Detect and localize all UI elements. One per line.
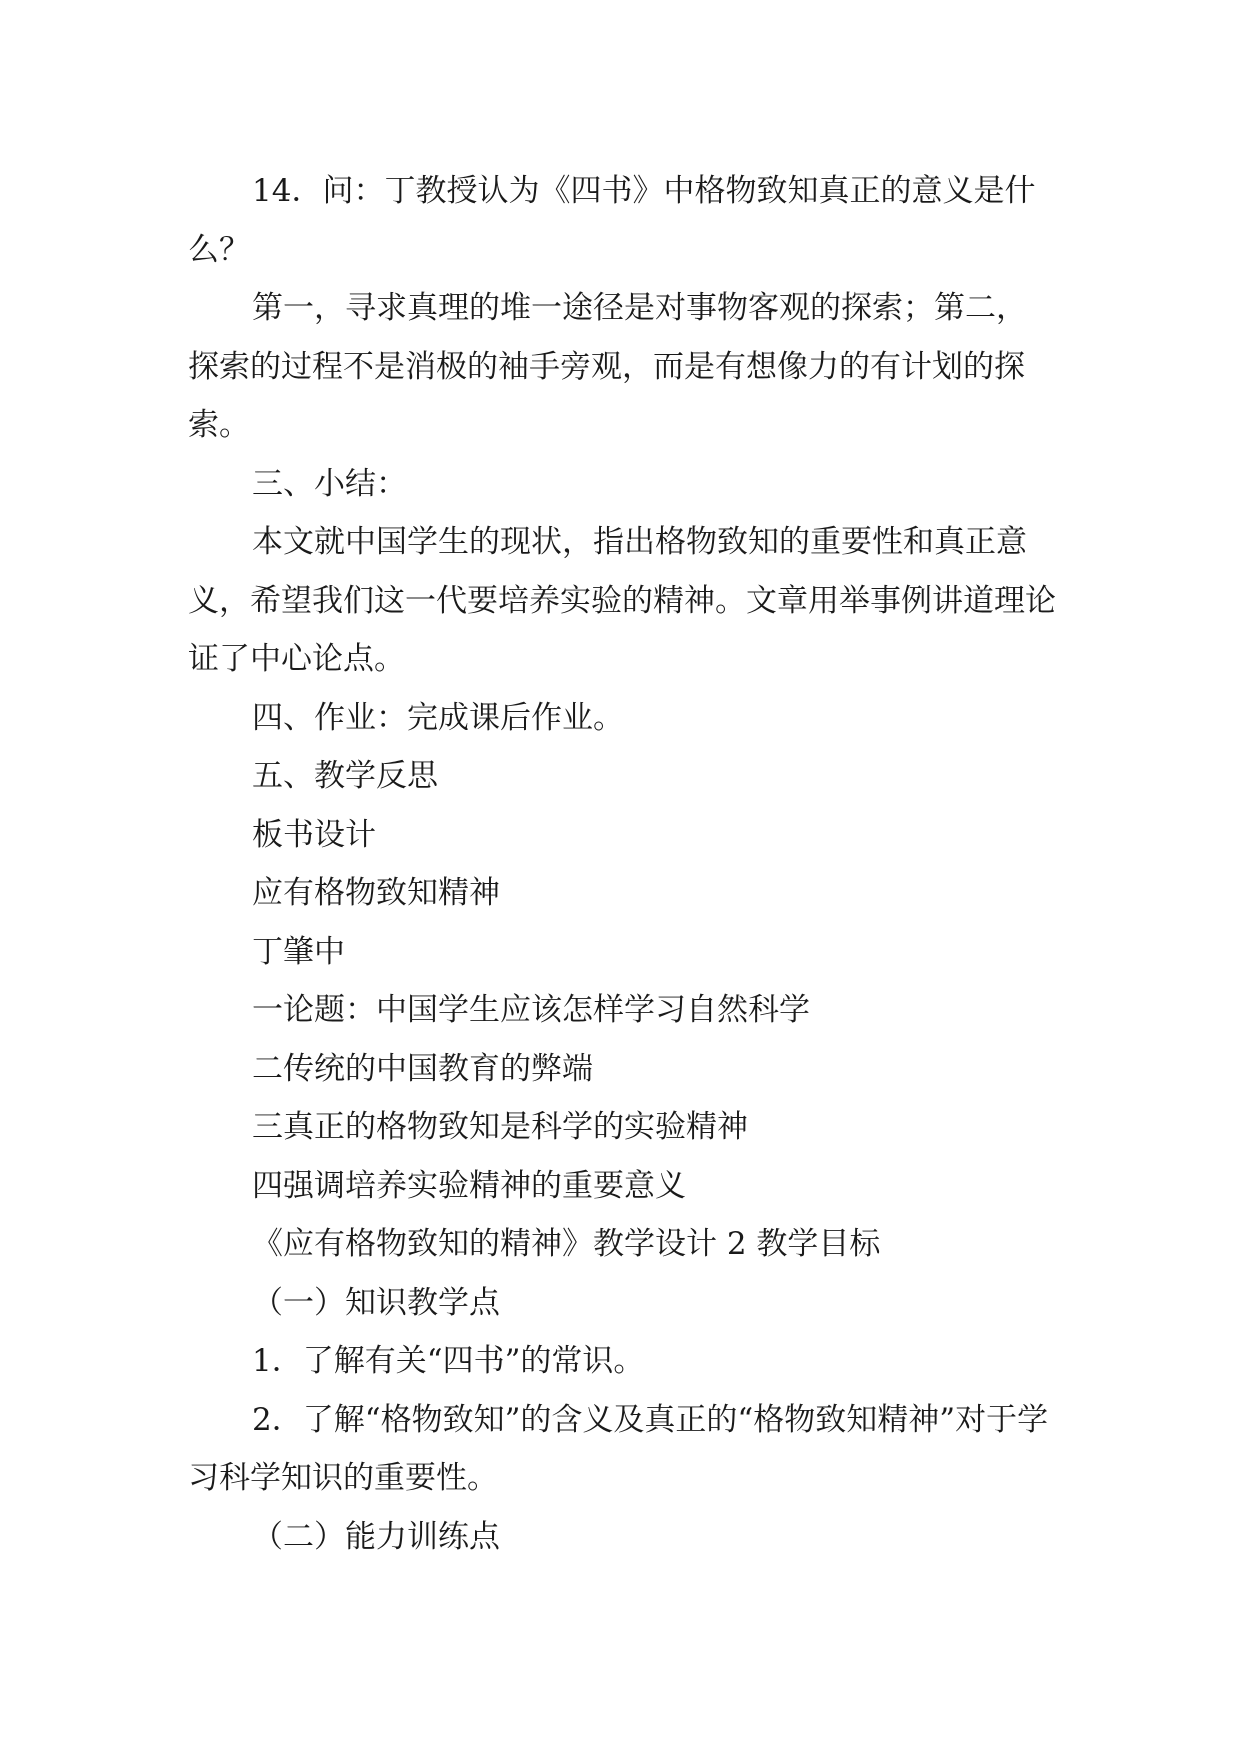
paragraph-question-14: 14．问：丁教授认为《四书》中格物致知真正的意义是什么？: [188, 173, 1036, 268]
knowledge-item-2: 2．了解“格物致知”的含义及真正的“格物致知精神”对于学习科学知识的重要性。: [188, 1401, 1049, 1496]
heading-reflection: 五、教学反思: [252, 758, 438, 794]
paragraph-summary: 本文就中国学生的现状，指出格物致知的重要性和真正意义，希望我们这一代要培养实验的精神。文章用举事例讲道理论证了中心论点。: [188, 524, 1056, 677]
heading-summary: 三、小结：: [252, 465, 407, 502]
board-item-4: 四强调培养实验精神的重要意义: [252, 1167, 686, 1204]
heading-board-design: 板书设计: [252, 816, 376, 853]
heading-homework: 四、作业：完成课后作业。: [252, 699, 624, 736]
heading-knowledge-points: （一）知识教学点: [252, 1284, 500, 1321]
board-title: 应有格物致知精神: [252, 875, 500, 911]
paragraph-answer: 第一，寻求真理的堆一途径是对事物客观的探索；第二，探索的过程不是消极的袖手旁观，而是有想像力的有计划的探索。: [188, 290, 1027, 443]
heading-ability-points: （二）能力训练点: [252, 1518, 500, 1555]
document-page: [188, 162, 1056, 1566]
board-item-3: 三真正的格物致知是科学的实验精神: [252, 1109, 748, 1145]
board-author: 丁肇中: [252, 933, 345, 970]
knowledge-item-1: 1．了解有关“四书”的常识。: [252, 1343, 645, 1379]
heading-design-2: 《应有格物致知的精神》教学设计 2 教学目标: [252, 1226, 881, 1262]
board-item-2: 二传统的中国教育的弊端: [252, 1050, 593, 1087]
board-item-1: 一论题：中国学生应该怎样学习自然科学: [252, 992, 810, 1028]
